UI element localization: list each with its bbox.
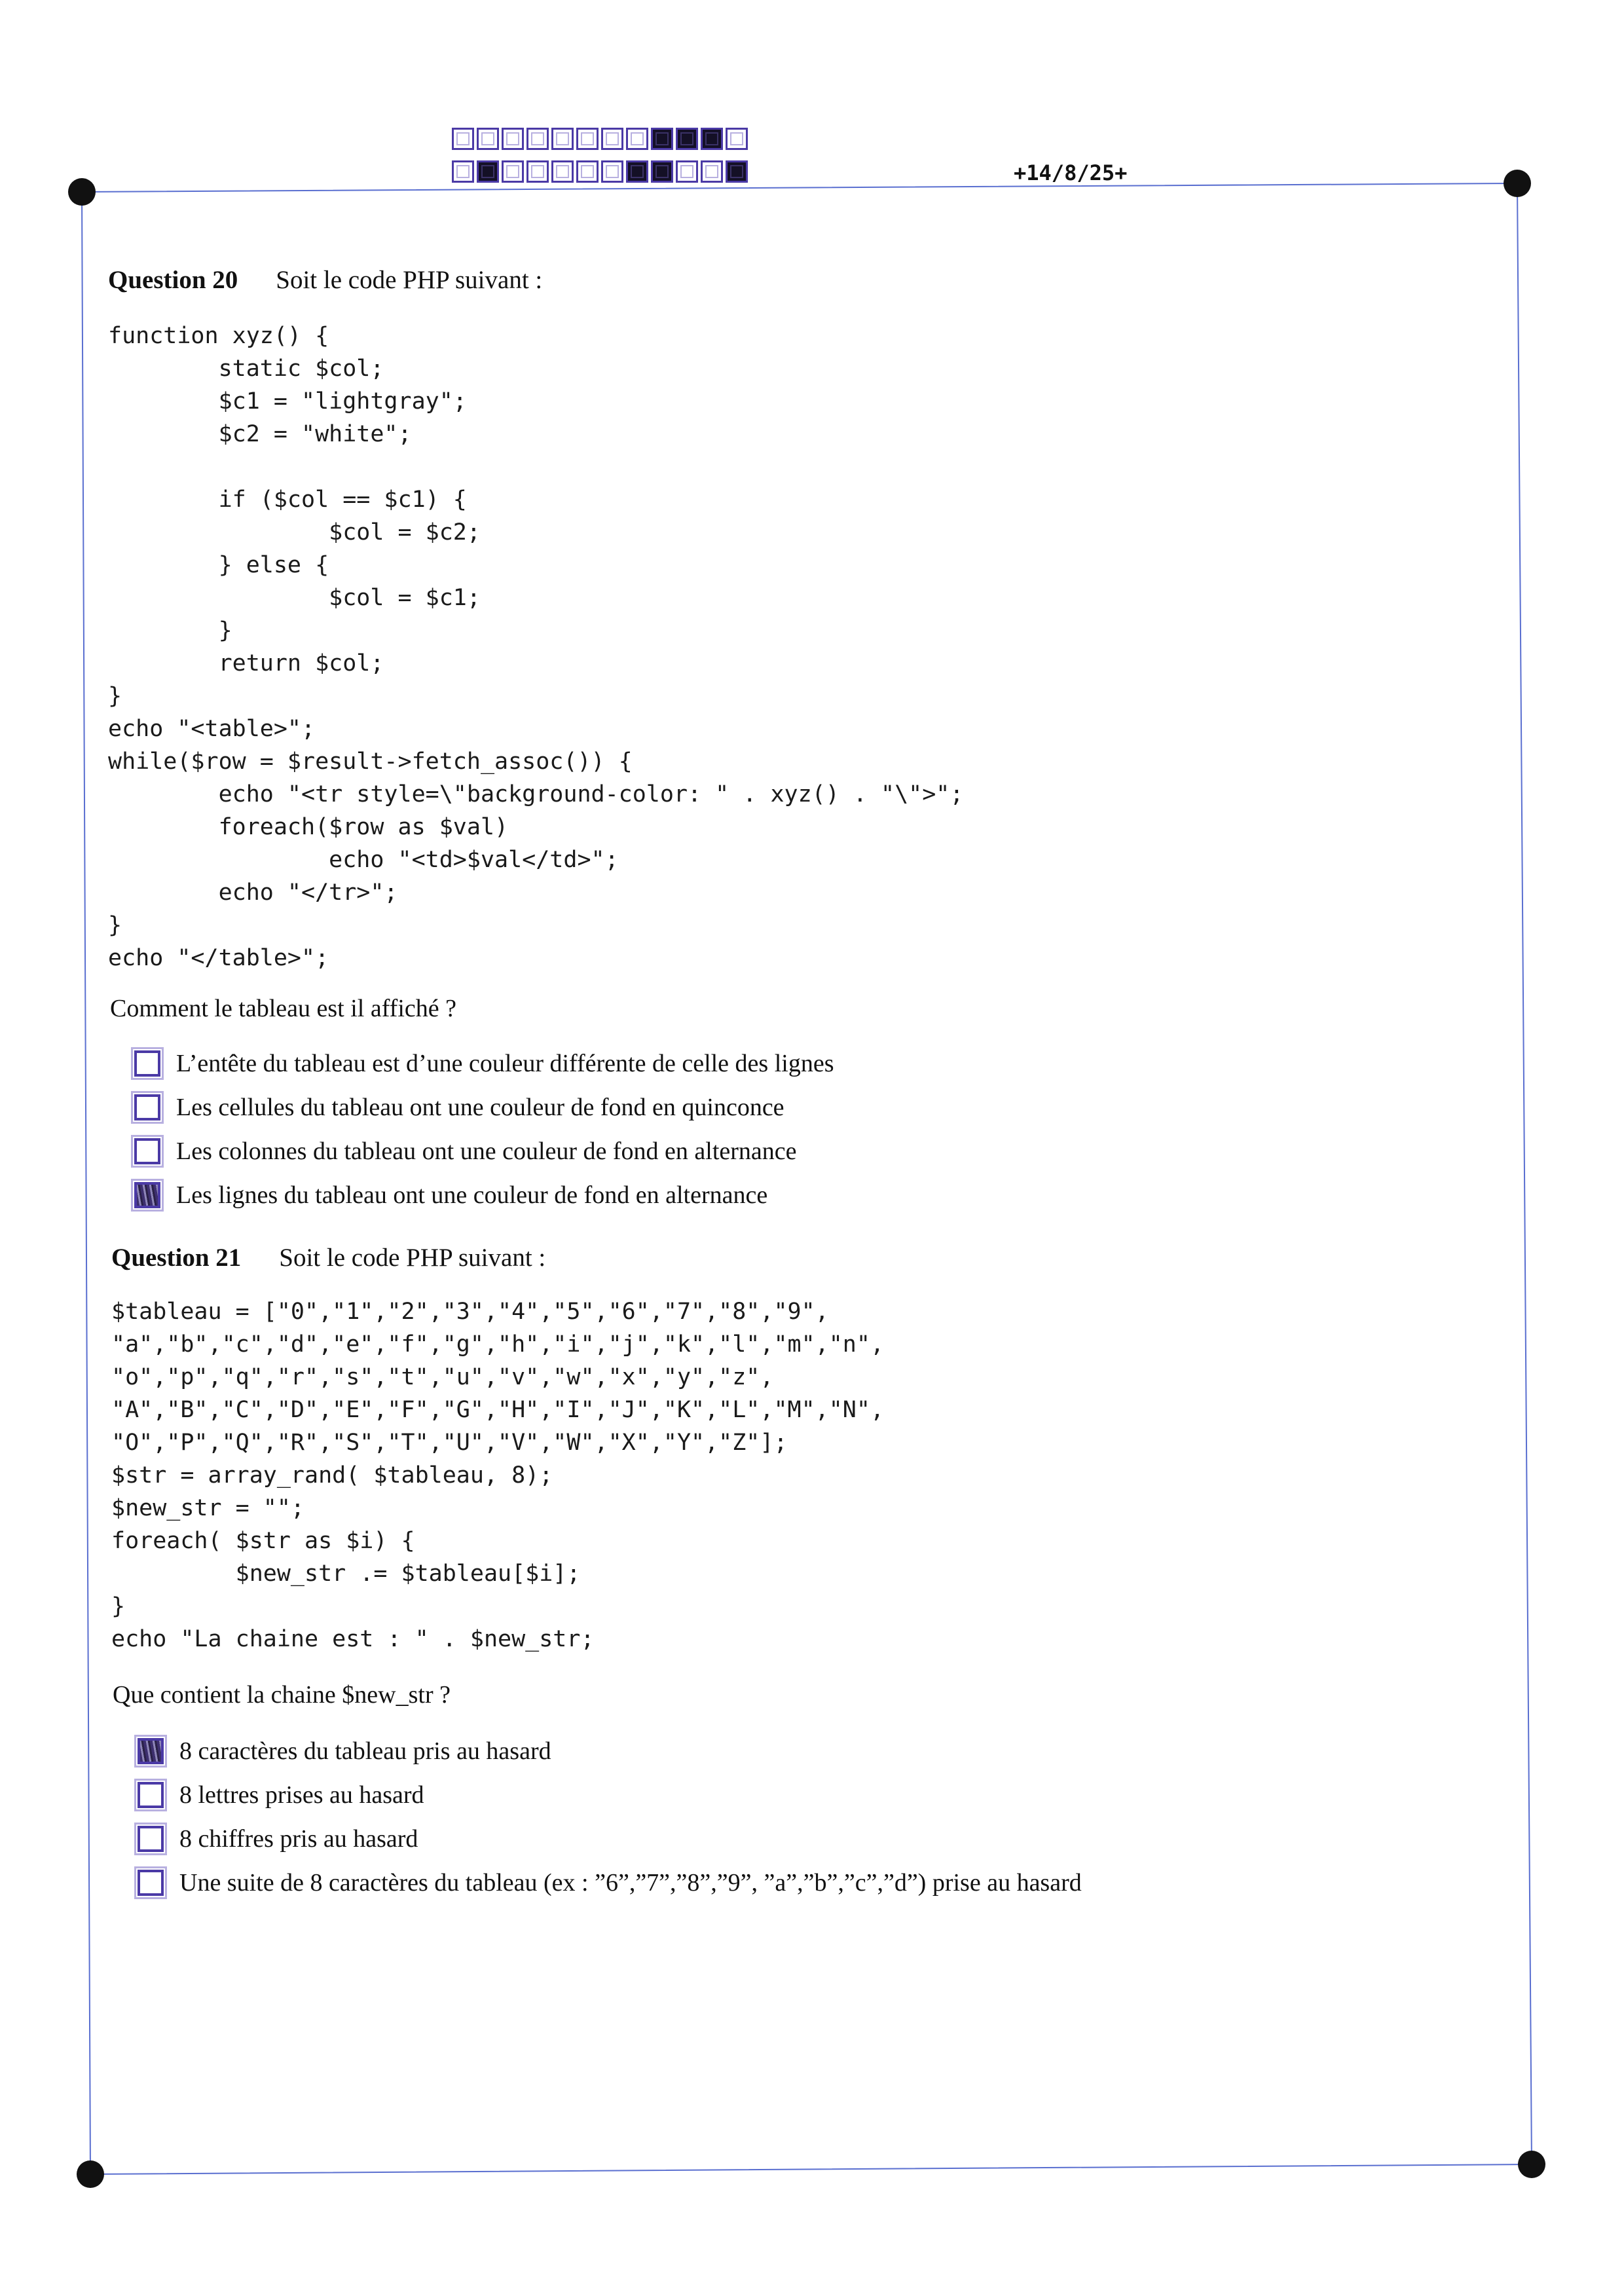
answer-option[interactable] — [138, 1821, 418, 1857]
code-line: foreach($row as $val) — [108, 814, 509, 840]
option-label: 8 chiffres pris au hasard — [179, 1825, 418, 1853]
code-line: "A","B","C","D","E","F","G","H","I","J","K","L","M","N", — [111, 1397, 885, 1423]
barcode-cell — [701, 128, 723, 150]
barcode-cell — [502, 128, 524, 150]
code-block — [111, 1295, 884, 1656]
code-line — [108, 451, 963, 483]
code-line: echo "La chaine est : " . $new_str; — [111, 1626, 595, 1652]
code-line: "a","b","c","d","e","f","g","h","i","j","k","l","m","n", — [111, 1331, 885, 1358]
question-number: Question 21 — [111, 1244, 242, 1272]
barcode-cell — [452, 128, 474, 150]
question-20-header — [108, 265, 542, 295]
checkbox[interactable] — [134, 1094, 160, 1120]
answer-option[interactable] — [134, 1046, 834, 1081]
answer-option[interactable] — [138, 1777, 424, 1813]
barcode-cell — [626, 160, 648, 183]
checkbox[interactable] — [138, 1870, 164, 1896]
code-line: foreach( $str as $i) { — [111, 1528, 415, 1554]
answer-option[interactable] — [138, 1733, 551, 1769]
barcode-cell — [477, 128, 499, 150]
code-line: echo "<tr style=\"background-color: " . xyz() . "\">"; — [108, 781, 964, 807]
option-label: L’entête du tableau est d’une couleur différente de celle des lignes — [176, 1050, 834, 1077]
question-prompt: Que contient la chaine $new_str ? — [113, 1681, 451, 1709]
barcode-cell — [576, 128, 599, 150]
barcode-cell — [601, 160, 623, 183]
corner-marker-bottom-left — [77, 2160, 104, 2188]
code-line: $new_str = ""; — [111, 1495, 305, 1521]
barcode-cell — [601, 128, 623, 150]
corner-marker-top-right — [1504, 170, 1531, 197]
code-line: static $col; — [108, 356, 384, 382]
option-label: Les lignes du tableau ont une couleur de fond en alternance — [176, 1181, 768, 1209]
code-line: function xyz() { — [108, 323, 329, 349]
question-21-header — [111, 1243, 545, 1272]
corner-marker-top-left — [68, 178, 96, 206]
answer-option[interactable] — [134, 1134, 797, 1169]
barcode-cell — [526, 128, 549, 150]
answer-option[interactable] — [138, 1865, 1082, 1900]
checkbox[interactable] — [138, 1738, 164, 1764]
code-line: echo "<table>"; — [108, 716, 316, 742]
code-line: $col = $c2; — [108, 519, 481, 546]
checkbox[interactable] — [138, 1826, 164, 1852]
code-line: "O","P","Q","R","S","T","U","V","W","X","Y","Z"]; — [111, 1430, 788, 1456]
code-line: $new_str .= $tableau[$i]; — [111, 1561, 581, 1587]
corner-marker-bottom-right — [1518, 2151, 1545, 2178]
barcode-cell — [502, 160, 524, 183]
question-intro: Soit le code PHP suivant : — [279, 1244, 546, 1272]
option-label: Les colonnes du tableau ont une couleur de fond en alternance — [176, 1138, 797, 1165]
code-line: } — [111, 1593, 126, 1620]
checkbox[interactable] — [134, 1138, 160, 1164]
code-line: return $col; — [108, 650, 384, 676]
code-line: } — [108, 618, 232, 644]
option-label: Une suite de 8 caractères du tableau (ex : ”6”,”7”,”8”,”9”, ”a”,”b”,”c”,”d”) prise au hasard — [179, 1869, 1082, 1897]
code-block — [108, 320, 963, 974]
barcode-row — [452, 160, 750, 183]
barcode-cell — [651, 128, 673, 150]
barcode-cell — [477, 160, 499, 183]
code-line: echo "</table>"; — [108, 945, 329, 971]
code-line: $c2 = "white"; — [108, 421, 412, 447]
checkbox[interactable] — [134, 1050, 160, 1077]
barcode-cell — [551, 160, 574, 183]
option-label: 8 caractères du tableau pris au hasard — [179, 1737, 551, 1765]
barcode-cell — [551, 128, 574, 150]
barcode-cell — [576, 160, 599, 183]
barcode-cell — [651, 160, 673, 183]
barcode-cell — [676, 128, 698, 150]
barcode-cell — [726, 128, 748, 150]
code-line: $tableau = ["0","1","2","3","4","5","6","7","8","9", — [111, 1299, 829, 1325]
barcode-cell — [526, 160, 549, 183]
option-label: Les cellules du tableau ont une couleur de fond en quinconce — [176, 1094, 784, 1121]
barcode-cell — [701, 160, 723, 183]
question-number: Question 20 — [108, 266, 238, 294]
code-line: if ($col == $c1) { — [108, 487, 467, 513]
answer-option[interactable] — [134, 1090, 784, 1125]
question-prompt: Comment le tableau est il affiché ? — [110, 995, 456, 1022]
code-line: $str = array_rand( $tableau, 8); — [111, 1462, 553, 1489]
code-line: while($row = $result->fetch_assoc()) { — [108, 749, 633, 775]
barcode-cell — [676, 160, 698, 183]
code-line: echo "<td>$val</td>"; — [108, 847, 619, 873]
checkbox[interactable] — [134, 1182, 160, 1208]
question-intro: Soit le code PHP suivant : — [276, 266, 543, 294]
code-line: $col = $c1; — [108, 585, 481, 611]
answer-option[interactable] — [134, 1177, 767, 1213]
code-line: "o","p","q","r","s","t","u","v","w","x","y","z", — [111, 1364, 774, 1390]
code-line: } — [108, 683, 122, 709]
checkbox[interactable] — [138, 1782, 164, 1808]
barcode-cell — [452, 160, 474, 183]
barcode-cell — [726, 160, 748, 183]
code-line: } else { — [108, 552, 329, 578]
code-line: } — [108, 912, 122, 938]
option-label: 8 lettres prises au hasard — [179, 1781, 424, 1809]
barcode-row — [452, 128, 750, 150]
barcode-cell — [626, 128, 648, 150]
code-line: $c1 = "lightgray"; — [108, 388, 467, 415]
page-code: +14/8/25+ — [1014, 160, 1128, 185]
code-line: echo "</tr>"; — [108, 880, 398, 906]
